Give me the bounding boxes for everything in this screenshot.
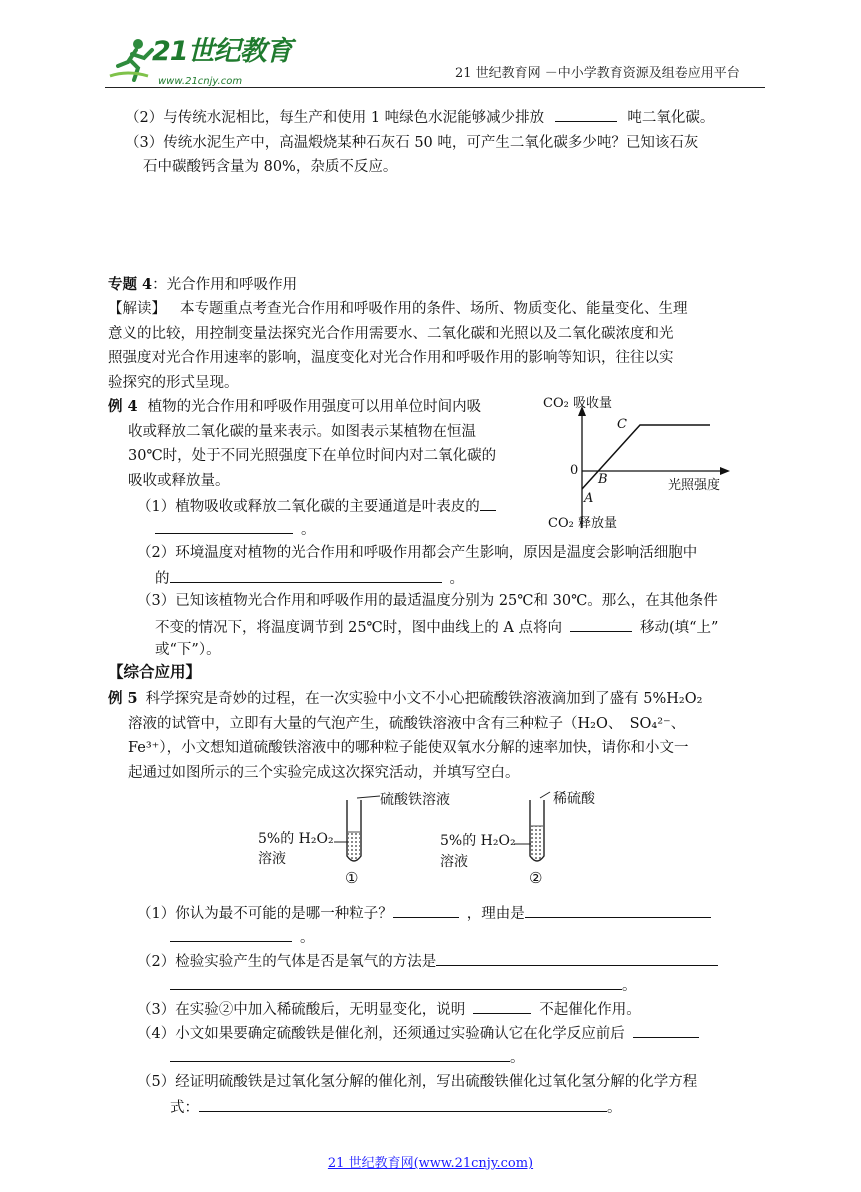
- header-divider: [105, 87, 765, 88]
- prev-q2: [125, 106, 714, 128]
- ex4-q2-tail: 。: [449, 571, 464, 587]
- section-comprehensive: 【综合应用】: [108, 662, 202, 681]
- graph-x-arrow: [720, 467, 730, 475]
- ex4-q1-blank[interactable]: [155, 518, 293, 534]
- ex5-q2-line1: [137, 950, 718, 972]
- ex5-q5-blank[interactable]: [199, 1096, 607, 1112]
- ex5-q1-mid: ，理由是: [466, 906, 525, 922]
- ex5-q4-blank[interactable]: [170, 1046, 510, 1062]
- ex5-q3-blank[interactable]: [473, 998, 531, 1014]
- ex5-text1: 科学探究是奇妙的过程，在一次实验中小文不小心把硫酸铁溶液滴加到了盛有 5%H₂O₂: [145, 691, 703, 707]
- graph-y-top-label: CO₂ 吸收量: [543, 396, 612, 411]
- graph-origin-label: 0: [570, 463, 579, 478]
- ex4-line4: 吸收或释放量。: [128, 473, 230, 489]
- prev-q2-text: （2）与传统水泥相比，每生产和使用 1 吨绿色水泥能够减少排放: [125, 110, 545, 126]
- topic4-intro-label: 【解读】: [108, 301, 166, 317]
- co2-light-graph: [540, 392, 740, 532]
- logo-text: 21世纪教育: [152, 36, 292, 67]
- ex4-q3-line3: 或“下”）。: [155, 642, 221, 658]
- ex5-q3-tail: 不起催化作用。: [539, 1002, 641, 1018]
- ex4-q3-line1: （3）已知该植物光合作用和呼吸作用的最适温度分别为 25℃和 30℃。那么，在其他条件: [137, 593, 718, 609]
- ex5-q2-line2: [170, 974, 637, 996]
- ex4-q3-text: 不变的情况下，将温度调节到 25℃时，图中曲线上的 A 点将向: [155, 620, 562, 636]
- ex5-q1-blank-particle[interactable]: [393, 902, 459, 918]
- ex5-line2: 溶液的试管中，立即有大量的气泡产生，硫酸铁溶液中含有三种粒子（H₂O、 SO₄²⁻、: [128, 716, 686, 732]
- ex5-q4-tail: 。: [510, 1050, 525, 1066]
- graph-y-bottom-label: CO₂ 释放量: [548, 516, 617, 531]
- tube2-side-label-b: 溶液: [440, 854, 468, 870]
- prev-q3-line2: 石中碳酸钙含量为 80%，杂质不反应。: [143, 159, 398, 175]
- ex5-q1-blank-reason[interactable]: [170, 926, 292, 942]
- ex5-q1-line1: [137, 902, 711, 924]
- header-platform-text: 21 世纪教育网 －中小学教育资源及组卷应用平台: [455, 66, 740, 81]
- tube1-top-label: 硫酸铁溶液: [380, 792, 450, 808]
- ex5-q4-text: （4）小文如果要确定硫酸铁是催化剂，还须通过实验确认它在化学反应前后: [137, 1026, 625, 1042]
- ex5-q2-tail: 。: [622, 978, 637, 994]
- ex5-q1-tail: 。: [300, 930, 315, 946]
- ex5-q5-line1: （5）经证明硫酸铁是过氧化氢分解的催化剂，写出硫酸铁催化过氧化氢分解的化学方程: [137, 1074, 698, 1090]
- ex5-line4: 起通过如图所示的三个实验完成这次探究活动，并填写空白。: [128, 765, 520, 781]
- topic4-title-rest: ：光合作用和呼吸作用: [152, 277, 298, 293]
- ex5-line3: Fe³⁺），小文想知道硫酸铁溶液中的哪种粒子能使双氧水分解的速率加快，请你和小文一: [128, 740, 689, 756]
- tube1-side-label-a: 5%的 H₂O₂: [258, 831, 334, 847]
- ex4-line1: [108, 397, 481, 417]
- ex4-q2-line1: （2）环境温度对植物的光合作用和呼吸作用都会产生影响，原因是温度会影响活细胞中: [137, 545, 698, 561]
- ex4-q1-line2: [155, 518, 316, 540]
- prev-q3-line1: （3）传统水泥生产中，高温煅烧某种石灰石 50 吨，可产生二氧化碳多少吨？已知该石灰: [125, 135, 699, 151]
- footer-link[interactable]: 21 世纪教育网(www.21cnjy.com): [327, 1156, 534, 1171]
- ex5-q1-blank-reason-start[interactable]: [525, 902, 711, 918]
- ex5-q3-line: [137, 998, 641, 1020]
- ex4-line3: 30℃时，处于不同光照强度下在单位时间内对二氧化碳的: [128, 448, 497, 464]
- tube1-number: ①: [345, 869, 359, 887]
- ex5-q2-blank[interactable]: [170, 974, 622, 990]
- tube2-side-label-a: 5%的 H₂O₂: [440, 833, 516, 849]
- tube2-number: ②: [529, 869, 543, 887]
- ex4-q1-blank-start[interactable]: [480, 495, 496, 511]
- topic4-title-bold: 专题 4: [108, 276, 153, 293]
- ex4-q3-line2: [155, 616, 718, 638]
- prev-q2-blank[interactable]: [555, 106, 617, 122]
- ex5-q4-line1: [137, 1022, 699, 1044]
- topic4-intro-line1: [108, 299, 688, 319]
- ex4-label: 例 4: [108, 398, 138, 415]
- ex5-q4-blank-start[interactable]: [633, 1022, 699, 1038]
- ex5-q2-blank-start[interactable]: [436, 950, 718, 966]
- logo-url: www.21cnjy.com: [158, 76, 243, 87]
- ex4-line2: 收或释放二氧化碳的量来表示。如图表示某植物在恒温: [128, 424, 476, 440]
- test-tube-1: [334, 796, 380, 861]
- ex5-label: 例 5: [108, 690, 138, 707]
- tube1-side-label-b: 溶液: [258, 851, 286, 867]
- topic4-title: [108, 275, 297, 295]
- ex5-q1-line2: [170, 926, 315, 948]
- graph-point-a: A: [584, 491, 594, 506]
- logo-runner-icon: [108, 36, 156, 82]
- topic4-intro-text1: 本专题重点考查光合作用和呼吸作用的条件、场所、物质变化、能量变化、生理: [180, 301, 688, 317]
- ex4-q2-line2: [155, 567, 464, 589]
- topic4-intro-line3: 照强度对光合作用速率的影响，温度变化对光合作用和呼吸作用的影响等知识，往往以实: [108, 350, 674, 366]
- ex4-q2-blank[interactable]: [170, 567, 442, 583]
- test-tube-2: [514, 792, 550, 861]
- ex4-q1-tail: 。: [301, 522, 316, 538]
- topic4-intro-line2: 意义的比较，用控制变量法探究光合作用需要水、二氧化碳和光照以及二氧化碳浓度和光: [108, 326, 674, 342]
- ex4-q3-blank[interactable]: [570, 616, 632, 632]
- ex4-q3-tail: 移动(填“上”: [639, 620, 719, 636]
- ex5-q4-line2: [170, 1046, 525, 1068]
- prev-q2-tail: 吨二氧化碳。: [627, 110, 715, 126]
- ex5-q5-line2: [170, 1096, 622, 1118]
- tube2-top-label: 稀硫酸: [553, 791, 595, 807]
- graph-point-b: B: [598, 472, 608, 487]
- ex4-q1-line1: [137, 495, 496, 517]
- ex4-q2-head: 的: [155, 571, 170, 587]
- ex4-q1-text: （1）植物吸收或释放二氧化碳的主要通道是叶表皮的: [137, 499, 480, 515]
- ex5-q3-text: （3）在实验②中加入稀硫酸后，无明显变化，说明: [137, 1002, 466, 1018]
- ex5-line1: [108, 689, 702, 709]
- ex4-text1: 植物的光合作用和呼吸作用强度可以用单位时间内吸: [147, 399, 482, 415]
- topic4-intro-line4: 验探究的形式呈现。: [108, 375, 239, 391]
- ex5-q1-text: （1）你认为最不可能的是哪一种粒子？: [137, 906, 393, 922]
- graph-x-label: 光照强度: [668, 478, 721, 493]
- ex5-q5-head: 式：: [170, 1100, 199, 1116]
- ex5-q5-tail: 。: [607, 1100, 622, 1116]
- ex5-q2-text: （2）检验实验产生的气体是否是氧气的方法是: [137, 954, 437, 970]
- graph-point-c: C: [617, 417, 627, 432]
